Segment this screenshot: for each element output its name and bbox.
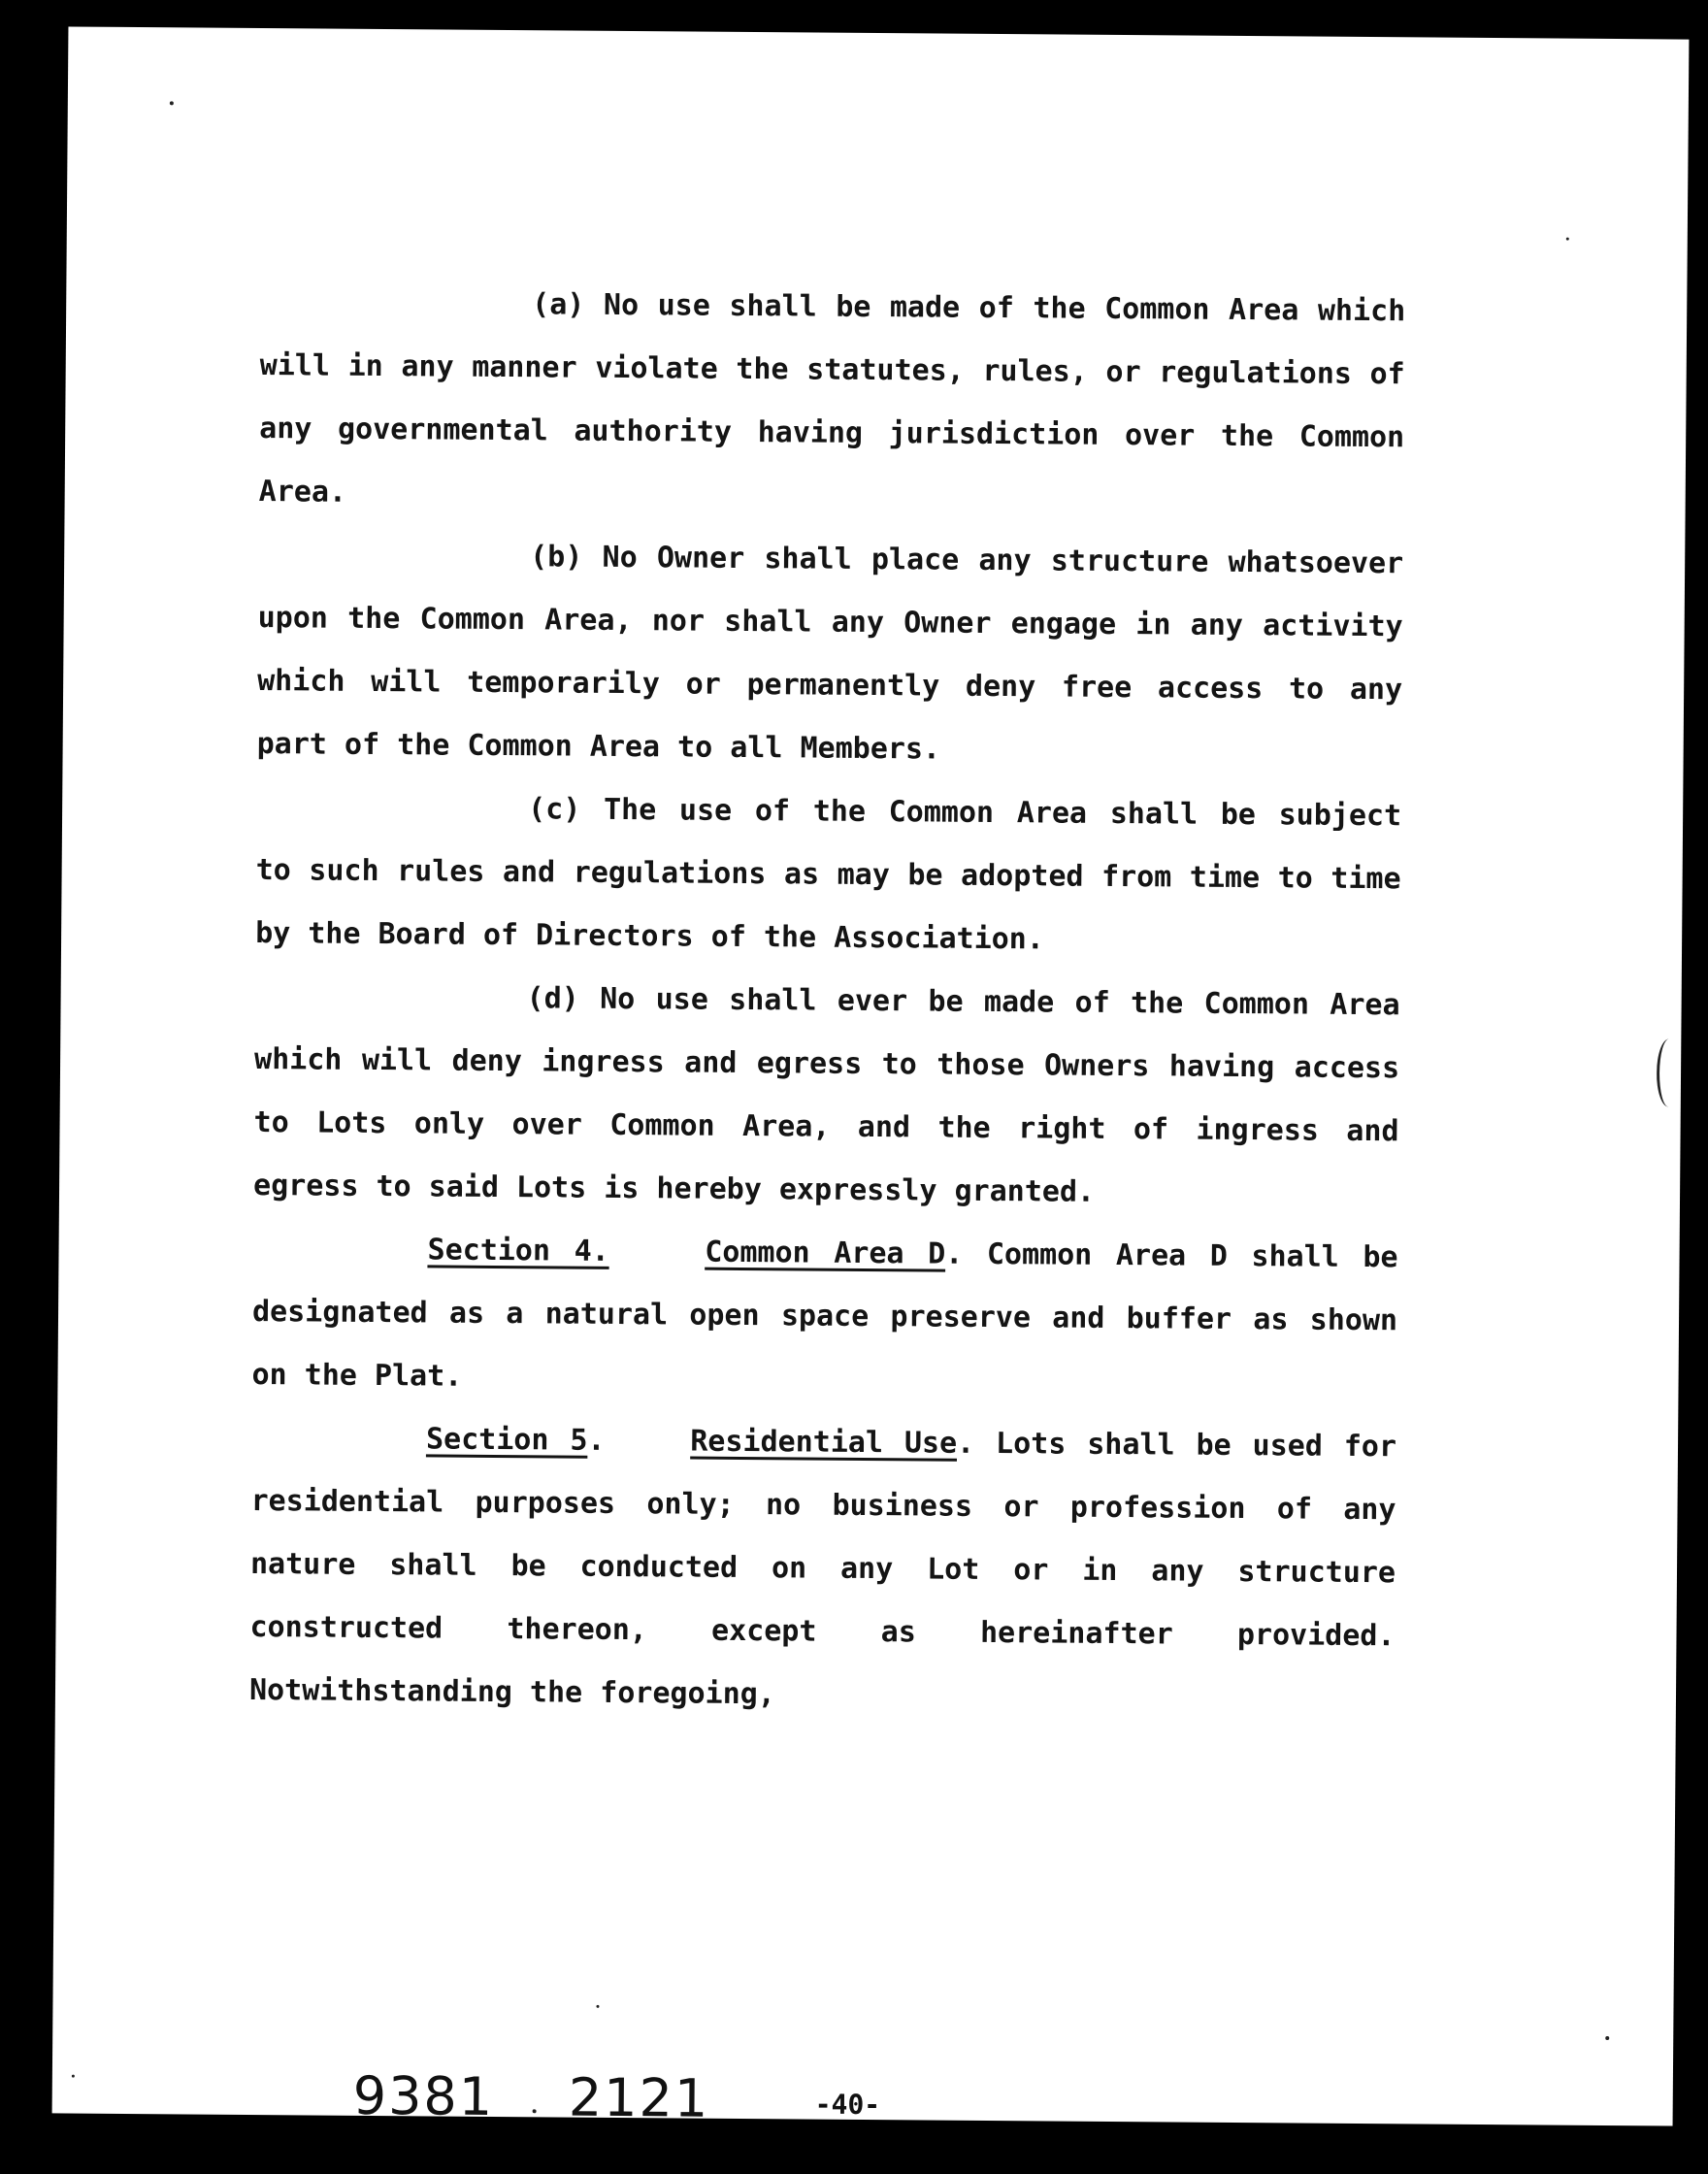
section-5-dot: . [587, 1423, 606, 1458]
page-number: -40- [814, 2088, 881, 2122]
document-page [52, 26, 1690, 2129]
section-5-heading: Residential Use [690, 1424, 958, 1461]
paragraph-b: (b) No Owner shall place any structure whatsoever upon the Common Area, nor shall any Owner engage in any activity which will temporarily or permanently deny free access to any part of the Common Area to all Members. [256, 540, 1404, 767]
record-stamp-page: 2121 [568, 2066, 710, 2129]
section-4-heading: Common Area D [705, 1235, 946, 1271]
record-stamp [352, 2065, 709, 2129]
scan-speck [596, 2005, 599, 2008]
scan-speck [1605, 2036, 1609, 2040]
section-5-body: . Lots shall be used for residential purposes only; no business or profession of any nature shall be conducted on any Lot or in any structure constructed thereon, except as hereinafter provided. Notwithstanding the foregoing, [248, 1426, 1397, 1712]
scan-speck [533, 2109, 537, 2113]
paragraph-c: (c) The use of the Common Area shall be subject to such rules and regulations as may be adopted from time to time by the Board of Directors of the Association. [255, 792, 1402, 957]
section-5 [249, 1406, 1397, 1730]
section-4 [251, 1217, 1397, 1415]
section-4-number: Section 4. [427, 1233, 609, 1268]
scan-speck [1566, 238, 1569, 241]
section-4-body: . Common Area D shall be designated as a natural open space preserve and buffer as shown on the Plat. [251, 1236, 1398, 1394]
scan-speck [72, 2075, 75, 2078]
document-body [249, 271, 1406, 1730]
record-stamp-book: 9381 [352, 2064, 495, 2127]
section-5-number: Section 5 [425, 1422, 588, 1458]
paragraph-d: (d) No use shall ever be made of the Common Area which will deny ingress and egress to those Owners having access to Lots only over Common Area, and the right of ingress and egress to said Lots is hereby expressly granted. [252, 981, 1400, 1209]
scan-edge-mark [1657, 1038, 1682, 1106]
scan-speck [170, 101, 174, 105]
paragraph-a: (a) No use shall be made of the Common Area which will in any manner violate the statutes, rules, or regulations of any governmental authority having jurisdiction over the Common Area. [258, 287, 1406, 510]
